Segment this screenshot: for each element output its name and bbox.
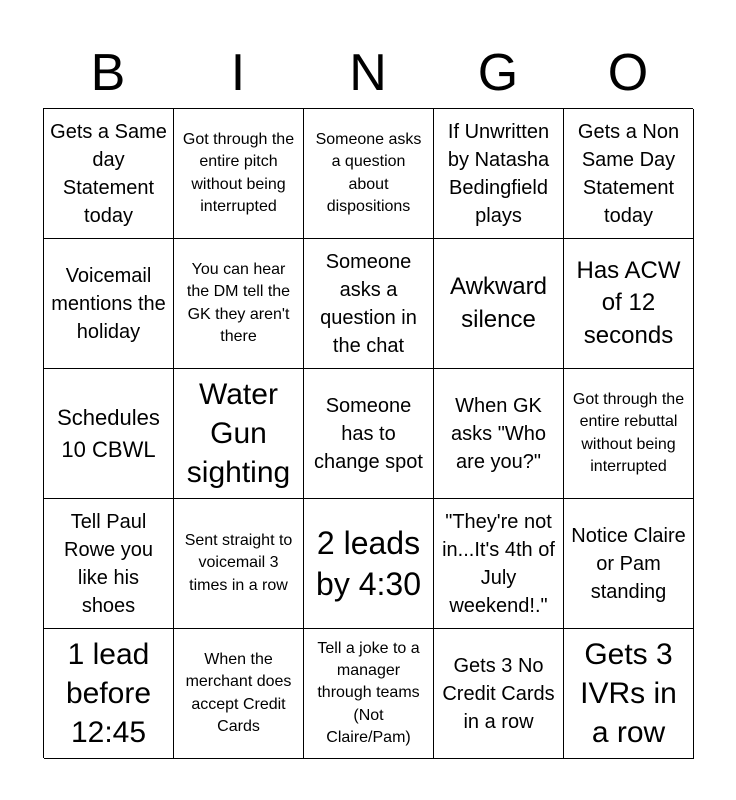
bingo-cell[interactable] <box>44 239 174 369</box>
cell-text: Someone asks a question about dispositions <box>315 131 422 215</box>
bingo-header <box>43 40 693 106</box>
bingo-cell[interactable] <box>434 109 564 239</box>
bingo-cell[interactable] <box>564 629 694 759</box>
bingo-cell[interactable] <box>434 369 564 499</box>
header-letter-g: G <box>477 44 519 102</box>
cell-text: Someone has to change spot <box>314 394 423 473</box>
cell-text: Tell Paul Rowe you like his shoes <box>64 510 153 617</box>
bingo-cell[interactable] <box>434 239 564 369</box>
bingo-cell[interactable] <box>304 239 434 369</box>
cell-text: Has ACW of 12 seconds <box>576 256 681 349</box>
bingo-cell[interactable] <box>434 629 564 759</box>
cell-text: 2 leads by 4:30 <box>316 524 421 602</box>
bingo-board <box>43 108 693 758</box>
header-letter-b: B <box>90 44 126 102</box>
cell-text: Gets 3 IVRs in a row <box>580 638 677 749</box>
cell-text: Got through the entire pitch without being interrupted <box>182 131 295 215</box>
cell-text: "They're not in...It's 4th of July weekend!." <box>442 510 555 617</box>
header-letter-o: O <box>607 44 649 102</box>
cell-text: When GK asks "Who are you?" <box>451 394 546 473</box>
bingo-cell[interactable] <box>174 629 304 759</box>
bingo-cell[interactable] <box>174 499 304 629</box>
cell-text: Notice Claire or Pam standing <box>571 524 686 603</box>
bingo-cell[interactable] <box>174 109 304 239</box>
cell-text: Voicemail mentions the holiday <box>51 264 166 343</box>
bingo-cell[interactable] <box>174 369 304 499</box>
cell-text: Water Gun sighting <box>186 378 291 489</box>
bingo-cell[interactable] <box>44 499 174 629</box>
cell-text: Gets a Same day Statement today <box>50 120 167 227</box>
cell-text: Someone asks a question in the chat <box>320 250 417 357</box>
header-letter-n: N <box>349 44 387 102</box>
cell-text: Schedules 10 CBWL <box>57 404 160 462</box>
cell-text: Awkward silence <box>450 273 547 333</box>
cell-text: When the merchant does accept Credit Cards <box>185 651 292 735</box>
cell-text: Sent straight to voicemail 3 times in a row <box>184 532 293 594</box>
bingo-cell[interactable] <box>304 109 434 239</box>
cell-text: You can hear the DM tell the GK they aren't there <box>186 261 291 345</box>
bingo-cell[interactable] <box>44 629 174 759</box>
bingo-cell[interactable] <box>44 109 174 239</box>
bingo-cell[interactable] <box>434 499 564 629</box>
bingo-cell[interactable] <box>564 239 694 369</box>
header-letter-i: I <box>230 44 246 102</box>
bingo-cell[interactable] <box>304 629 434 759</box>
bingo-cell[interactable] <box>564 369 694 499</box>
bingo-cell[interactable] <box>44 369 174 499</box>
cell-text: Gets 3 No Credit Cards in a row <box>442 654 555 733</box>
bingo-cell[interactable] <box>564 109 694 239</box>
bingo-cell[interactable] <box>174 239 304 369</box>
bingo-cell[interactable] <box>304 499 434 629</box>
bingo-cell[interactable] <box>304 369 434 499</box>
cell-text: If Unwritten by Natasha Bedingfield plays <box>447 120 550 227</box>
cell-text: Got through the entire rebuttal without being interrupted <box>572 391 685 475</box>
cell-text: 1 lead before 12:45 <box>65 638 152 749</box>
cell-text: Tell a joke to a manager through teams (Not Claire/Pam) <box>317 640 420 746</box>
bingo-cell[interactable] <box>564 499 694 629</box>
cell-text: Gets a Non Same Day Statement today <box>577 120 680 227</box>
